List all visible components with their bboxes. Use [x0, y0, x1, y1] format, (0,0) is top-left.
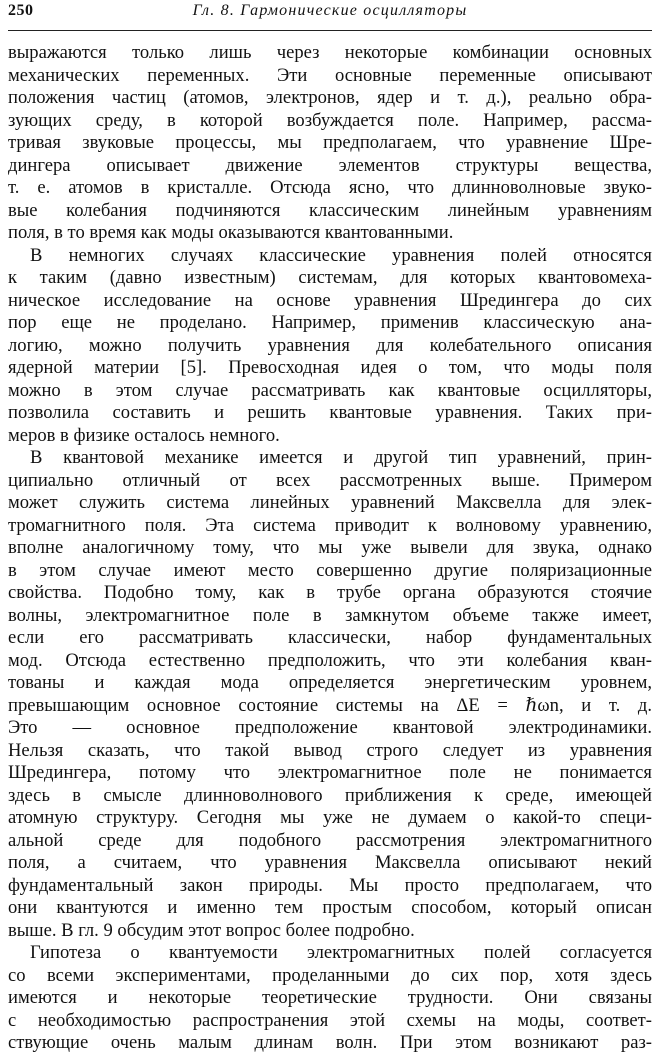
text-line: позволила составить и решить квантовые уравнения. Таких при- [8, 402, 652, 423]
text-line: атомную структуру. Сегодня мы уже не думаем о какой-то специ- [8, 807, 652, 828]
paragraph-1 [8, 42, 652, 245]
text-line: вполне аналогичному тому, что мы уже вывели для звука, однако [8, 537, 652, 558]
text-line: ствующие очень малым длинам волн. При этом возникают раз- [8, 1032, 652, 1053]
paragraph-4 [8, 942, 652, 1055]
text-line: с необходимостью распространения этой схемы на моды, соответ- [8, 1009, 652, 1031]
paragraph-2 [8, 245, 652, 448]
body-text [8, 42, 652, 1055]
text-line: выражаются только лишь через некоторые комбинации основных [8, 42, 652, 63]
text-line: дингера описывает движение элементов структуры вещества, [8, 154, 652, 176]
text-line: может служить система линейных уравнений Максвелла для элек- [8, 492, 652, 513]
text-line: Гипотеза о квантуемости электромагнитных полей согласуется [30, 942, 652, 963]
text-line: мод. Отсюда естественно предположить, что эти колебания кван- [8, 649, 652, 671]
text-line: тованы и каждая мода определяется энергетическим уровнем, [8, 672, 652, 693]
text-line: если его рассматривать классически, набор фундаментальных [8, 627, 652, 648]
text-line: выше. В гл. 9 обсудим этот вопрос более подробно. [8, 919, 415, 941]
book-page [8, 0, 652, 1053]
text-line: здесь в смысле длинноволнового приближения к среде, имеющей [8, 784, 652, 806]
text-line: Нельзя сказать, что такой вывод строго следует из уравнения [8, 739, 652, 761]
text-line: они квантуются и именно тем простым способом, который описан [8, 897, 652, 918]
text-line: в этом случае имеют место совершенно другие поляризационные [8, 559, 652, 581]
text-line: тривая звуковые процессы, мы предполагаем, что уравнение Шре- [8, 132, 652, 153]
text-line: со всеми экспериментами, проделанными до сих пор, хотя здесь [8, 964, 652, 986]
paragraph-3 [8, 447, 652, 942]
text-line: к таким (давно известным) системам, для которых квантовомеха- [8, 267, 652, 288]
text-line: Это — основное предположение квантовой электродинамики. [8, 717, 652, 738]
header-rule [8, 30, 652, 31]
text-line: Шредингера, потому что электромагнитное поле не понимается [8, 762, 652, 783]
text-line: зующих среду, в которой возбуждается поле. Например, рассма- [8, 109, 652, 131]
text-line-with-formula: превышающим основное состояние системы на ΔE = ℏωn, и т. д. [8, 694, 652, 716]
text-line: поля, в то время как моды оказываются квантованными. [8, 222, 454, 243]
running-head: Гл. 8. Гармонические осцилляторы [192, 2, 468, 19]
text-line: тромагнитного поля. Эта система приводит к волновому уравнению, [8, 514, 652, 536]
text-line: альной среде для подобного рассмотрения электромагнитного [8, 829, 652, 851]
text-line: вые колебания подчиняются классическим линейным уравнениям [8, 199, 652, 221]
text-line: свойства. Подобно тому, как в трубе органа образуются стоячие [8, 582, 652, 603]
page-header [8, 0, 652, 32]
text-line: имеются и некоторые теоретические трудности. Они связаны [8, 987, 652, 1008]
text-line: механических переменных. Эти основные переменные описывают [8, 64, 652, 86]
text-line: волны, электромагнитное поле в замкнутом объеме также имеет, [8, 604, 652, 626]
text-line: логию, можно получить уравнения для колебательного описания [8, 334, 652, 356]
text-line: поля, а считаем, что уравнения Максвелла описывают некий [8, 852, 652, 873]
text-line: меров в физике осталось немного. [8, 424, 280, 446]
text-line: можно в этом случае рассматривать как квантовые осцилляторы, [8, 379, 652, 401]
page-number: 250 [8, 2, 34, 19]
text-line: фундаментальный закон природы. Мы просто предполагаем, что [8, 874, 652, 896]
text-line: ципиально отличный от всех рассмотренных выше. Примером [8, 469, 652, 491]
text-line: т. е. атомов в кристалле. Отсюда ясно, что длинноволновые звуко- [8, 177, 652, 198]
text-line: ническое исследование на основе уравнения Шредингера до сих [8, 289, 652, 311]
text-line: В немногих случаях классические уравнения полей относятся [30, 244, 652, 266]
text-line: положения частиц (атомов, электронов, ядер и т. д.), реально обра- [8, 87, 652, 108]
text-line: ядерной материи [5]. Превосходная идея о том, что моды поля [8, 357, 652, 378]
text-line: пор еще не проделано. Например, применив классическую ана- [8, 312, 652, 333]
text-line: В квантовой механике имеется и другой тип уравнений, прин- [30, 447, 652, 468]
